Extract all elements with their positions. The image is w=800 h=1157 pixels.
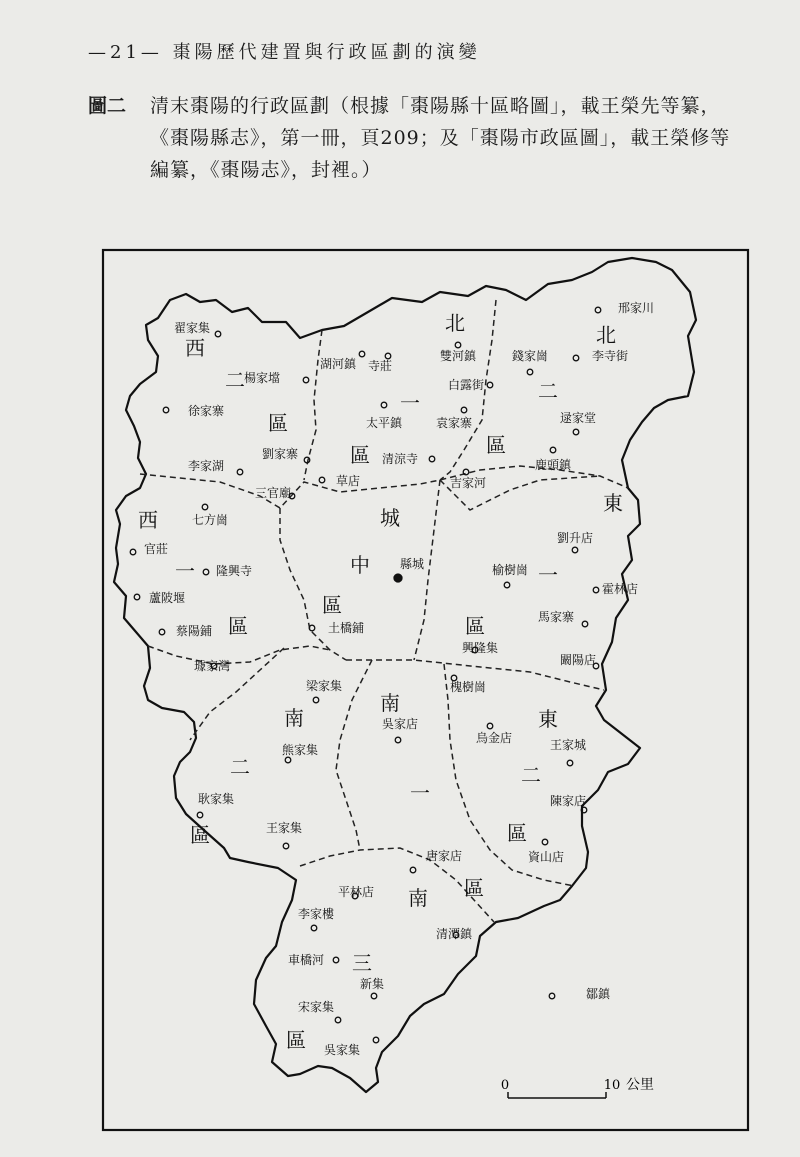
place-dot (595, 307, 601, 313)
scale-bar (501, 1077, 654, 1098)
region-xi2-char2: 二 (225, 368, 245, 392)
place-markers (130, 300, 654, 1057)
place-dot (461, 407, 467, 413)
place-dot (134, 594, 140, 600)
place-dot (285, 757, 291, 763)
place-dot (549, 993, 555, 999)
place-label: 七方崗 (191, 513, 229, 527)
place-dot (303, 377, 309, 383)
place-label: 湖河鎮 (319, 357, 357, 371)
place-label: 楊家壋 (243, 371, 281, 385)
place-dot (381, 402, 387, 408)
place-label: 鄒鎮 (585, 987, 611, 1001)
place-label: 鹿頭鎮 (534, 458, 572, 472)
place-label: 李家樓 (297, 907, 335, 921)
place-dot (487, 382, 493, 388)
place-label: 蔡陽鋪 (175, 624, 213, 638)
place-label: 梁家集 (305, 679, 343, 693)
place-dot (319, 477, 325, 483)
map-frame (103, 250, 748, 1130)
region-xi2-char1: 西 (185, 336, 205, 360)
place-dot (163, 407, 169, 413)
place-label: 烏金店 (475, 731, 513, 745)
place-label: 闞陽店 (559, 653, 597, 667)
place-dot (582, 621, 588, 627)
region-cheng-char1: 城 (380, 506, 400, 530)
scale-bar-end: 10 (603, 1078, 621, 1093)
place-dot (237, 469, 243, 475)
place-label: 宋家集 (297, 1000, 335, 1014)
place-label: 三官廟 (254, 486, 292, 500)
place-label: 劉升店 (556, 531, 594, 545)
place-dot (394, 574, 402, 582)
place-dot (542, 839, 548, 845)
place-label: 官莊 (143, 542, 169, 556)
place-label: 王家城 (549, 738, 587, 752)
place-dot (572, 547, 578, 553)
place-dot (373, 1037, 379, 1043)
region-dong1-char3: 區 (465, 614, 485, 638)
place-label: 馬家寨 (537, 610, 575, 624)
region-nan3-char1: 南 (408, 886, 428, 910)
place-label: 李寺街 (591, 349, 629, 363)
place-label: 縣城 (399, 557, 425, 571)
place-label: 車橋河 (287, 953, 325, 967)
place-label: 璩家灣 (193, 659, 231, 673)
place-dot (429, 456, 435, 462)
place-label: 資山店 (527, 850, 565, 864)
region-bei1-char2: 一 (400, 391, 420, 415)
region-xi1-char2: 一 (175, 559, 195, 583)
place-label: 劉家寨 (261, 447, 299, 461)
region-dong2-char2: 二 (521, 763, 541, 787)
figure-caption-text: 清末棗陽的行政區劃（根據「棗陽縣十區略圖」，載王榮先等纂，《棗陽縣志》，第一冊，頁209；及「棗陽市政區圖」，載王榮修等編纂，《棗陽志》，封裡。） (150, 95, 731, 181)
region-cheng-char3: 區 (322, 593, 342, 617)
place-dot (573, 429, 579, 435)
place-dot (487, 723, 493, 729)
region-xi2-char3: 區 (268, 411, 288, 435)
place-dot (593, 587, 599, 593)
place-label: 土橋鋪 (327, 621, 365, 635)
place-label: 錢家崗 (511, 349, 549, 363)
region-nan2-char3: 區 (190, 823, 210, 847)
region-bei2-char2: 二 (538, 379, 558, 403)
place-dot (504, 582, 510, 588)
region-xi1-char3: 區 (228, 614, 248, 638)
place-label: 邢家川 (617, 301, 655, 315)
place-dot (527, 369, 533, 375)
place-dot (385, 353, 391, 359)
place-label: 槐樹崗 (449, 680, 487, 694)
place-label: 陳家店 (549, 794, 587, 808)
place-label: 李家湖 (187, 459, 225, 473)
region-nan1-char3: 區 (464, 876, 484, 900)
place-label: 唐家店 (425, 849, 463, 863)
place-label: 吳家集 (323, 1043, 361, 1057)
place-label: 清潭鎮 (435, 927, 473, 941)
region-dong1-char1: 東 (603, 491, 623, 515)
region-xi1-char1: 西 (138, 508, 158, 532)
place-label: 草店 (335, 474, 361, 488)
place-dot (567, 760, 573, 766)
region-dong1-char2: 一 (538, 563, 558, 587)
place-label: 翟家集 (173, 321, 211, 335)
place-label: 吉家河 (449, 476, 487, 490)
region-cheng-char2: 中 (350, 553, 370, 577)
region-bei1-char1: 北 (445, 311, 465, 335)
region-nan1-char2: 一 (410, 781, 430, 805)
place-label: 蘆陂堰 (148, 591, 186, 605)
region-nan3-char3: 區 (286, 1028, 306, 1052)
place-dot (159, 629, 165, 635)
place-label: 隆興寺 (215, 564, 253, 578)
place-label: 清涼寺 (381, 452, 419, 466)
place-dot (455, 342, 461, 348)
place-dot (333, 957, 339, 963)
place-label: 平林店 (337, 885, 375, 899)
place-dot (550, 447, 556, 453)
region-nan2-char2: 二 (230, 755, 250, 779)
region-bei2-char3: 區 (486, 433, 506, 457)
place-dot (215, 331, 221, 337)
region-nan3-char2: 三 (352, 951, 372, 975)
place-dot (371, 993, 377, 999)
place-dot (410, 867, 416, 873)
place-dot (573, 355, 579, 361)
place-label: 榆樹崗 (491, 563, 529, 577)
place-label: 雙河鎮 (439, 349, 477, 363)
region-bei2-char1: 北 (596, 323, 616, 347)
place-label: 徐家寨 (187, 404, 225, 418)
county-boundary (114, 258, 696, 1092)
place-dot (395, 737, 401, 743)
place-label: 王家集 (265, 821, 303, 835)
place-dot (130, 549, 136, 555)
place-label: 太平鎮 (365, 416, 403, 430)
region-nan2-char1: 南 (284, 706, 304, 730)
place-dot (197, 812, 203, 818)
scale-bar-start: 0 (500, 1078, 510, 1093)
region-dong2-char3: 區 (507, 821, 527, 845)
place-label: 興隆集 (461, 641, 499, 655)
region-dong2-char1: 東 (538, 707, 558, 731)
place-label: 吳家店 (381, 717, 419, 731)
page-header: —21— 棗陽歷代建置與行政區劃的演變 (88, 42, 481, 63)
place-label: 新集 (359, 977, 385, 991)
place-dot (283, 843, 289, 849)
place-label: 霍林店 (601, 582, 639, 596)
place-dot (359, 351, 365, 357)
place-label: 白露街 (447, 378, 485, 392)
region-bei1-char3: 區 (350, 443, 370, 467)
place-dot (335, 1017, 341, 1023)
place-dot (463, 469, 469, 475)
place-label: 袁家寨 (435, 416, 473, 430)
place-dot (313, 697, 319, 703)
place-label: 熊家集 (281, 743, 319, 757)
place-dot (202, 504, 208, 510)
scale-bar-unit: 公里 (626, 1077, 654, 1093)
region-nan1-char1: 南 (380, 691, 400, 715)
place-label: 寺莊 (367, 359, 393, 373)
figure-label: 圖二 (88, 95, 127, 117)
place-dot (203, 569, 209, 575)
place-dot (311, 925, 317, 931)
place-label: 耿家集 (197, 792, 235, 806)
place-label: 逯家堂 (559, 411, 597, 425)
